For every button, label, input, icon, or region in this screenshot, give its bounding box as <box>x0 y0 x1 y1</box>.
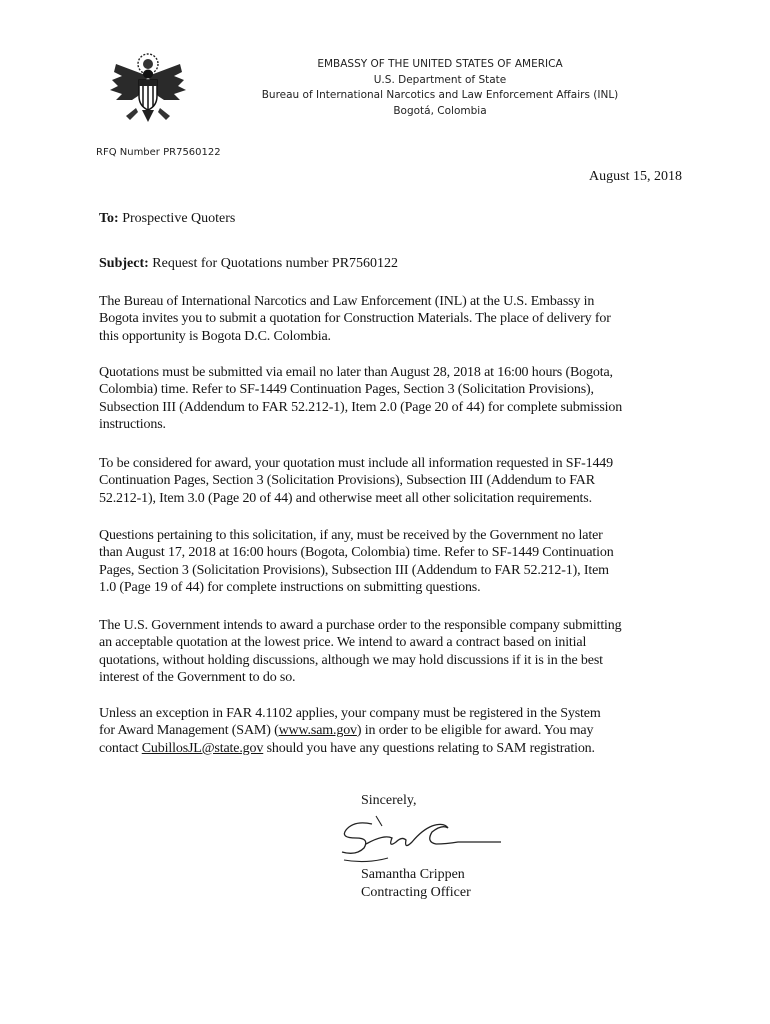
letter-date: August 15, 2018 <box>589 169 682 184</box>
paragraph-line <box>99 740 689 757</box>
letterhead-department: U.S. Department of State <box>373 73 507 86</box>
paragraph-line: Colombia) time. Refer to SF-1449 Continuation Pages, Section 3 (Solicitation Provisions), <box>99 382 594 398</box>
paragraph-line: Subsection III (Addendum to FAR 52.212-1), Item 2.0 (Page 20 of 44) for complete submission <box>99 399 623 415</box>
paragraph-line: Continuation Pages, Section 3 (Solicitation Provisions), Subsection III (Addendum to FAR <box>99 473 595 489</box>
us-embassy-seal-icon <box>108 50 188 126</box>
paragraph-line: an acceptable quotation at the lowest price. We intend to award a contract based on initial <box>99 635 587 651</box>
sam-website-link[interactable]: www.sam.gov <box>278 723 357 739</box>
contact-email-link[interactable]: CubillosJL@state.gov <box>141 740 264 756</box>
text-segment: contact <box>99 740 142 756</box>
paragraph-line: Bogota invites you to submit a quotation for Construction Materials. The place of delivery for <box>99 311 611 327</box>
paragraph-award-intent <box>99 617 689 687</box>
paragraph-line: Unless an exception in FAR 4.1102 applies, your company must be registered in the System <box>99 706 601 721</box>
paragraph-line: The U.S. Government intends to award a purchase order to the responsible company submitting <box>99 618 622 633</box>
paragraph-line: 1.0 (Page 19 of 44) for complete instructions on submitting questions. <box>99 580 481 596</box>
recipient-label: To: <box>99 211 119 226</box>
closing-salutation: Sincerely, <box>361 793 417 808</box>
text-segment: should you have any questions relating to SAM registration. <box>263 740 595 756</box>
paragraph-questions <box>99 527 689 597</box>
recipient-value: Prospective Quoters <box>122 211 236 226</box>
paragraph-sam-registration <box>99 705 689 757</box>
paragraph-award-requirements <box>99 455 689 507</box>
letterhead-embassy: EMBASSY OF THE UNITED STATES OF AMERICA <box>317 58 563 70</box>
letterhead-bureau: Bureau of International Narcotics and Law Enforcement Affairs (INL) <box>261 89 619 101</box>
paragraph-line: Pages, Section 3 (Solicitation Provisions), Subsection III (Addendum to FAR 52.212-1), Item <box>99 562 609 578</box>
recipient-line <box>99 211 235 227</box>
paragraph-line: Quotations must be submitted via email no later than August 28, 2018 at 16:00 hours (Bogota, <box>99 365 613 380</box>
rfq-number: RFQ Number PR7560122 <box>96 147 221 158</box>
paragraph-line: 52.212-1), Item 3.0 (Page 20 of 44) and otherwise meet all other solicitation requirements. <box>99 490 592 506</box>
subject-value: Request for Quotations number PR7560122 <box>152 256 399 271</box>
paragraph-line: Questions pertaining to this solicitation, if any, must be received by the Government no later <box>99 528 603 543</box>
signer-block <box>361 866 471 902</box>
signer-name: Samantha Crippen <box>361 867 465 882</box>
text-segment: for Award Management (SAM) ( <box>99 723 279 739</box>
paragraph-line: To be considered for award, your quotation must include all information requested in SF-1449 <box>99 456 613 471</box>
subject-label: Subject: <box>99 256 149 271</box>
text-segment: ) in order to be eligible for award. You may <box>356 723 594 739</box>
paragraph-line <box>99 722 689 739</box>
paragraph-intro <box>99 293 689 345</box>
paragraph-line: interest of the Government to do so. <box>99 670 296 686</box>
handwritten-signature <box>336 808 506 872</box>
paragraph-submission <box>99 364 689 434</box>
paragraph-line: than August 17, 2018 at 16:00 hours (Bogota, Colombia) time. Refer to SF-1449 Continuation <box>99 545 614 561</box>
paragraph-line: instructions. <box>99 417 166 433</box>
paragraph-line: quotations, without holding discussions, although we may hold discussions if it is in the best <box>99 652 603 668</box>
subject-line <box>99 256 398 272</box>
signer-title: Contracting Officer <box>361 885 471 900</box>
paragraph-line: The Bureau of International Narcotics and Law Enforcement (INL) at the U.S. Embassy in <box>99 294 595 309</box>
paragraph-line: this opportunity is Bogota D.C. Colombia. <box>99 328 331 344</box>
letterhead <box>250 57 630 119</box>
letterhead-location: Bogotá, Colombia <box>393 104 487 117</box>
